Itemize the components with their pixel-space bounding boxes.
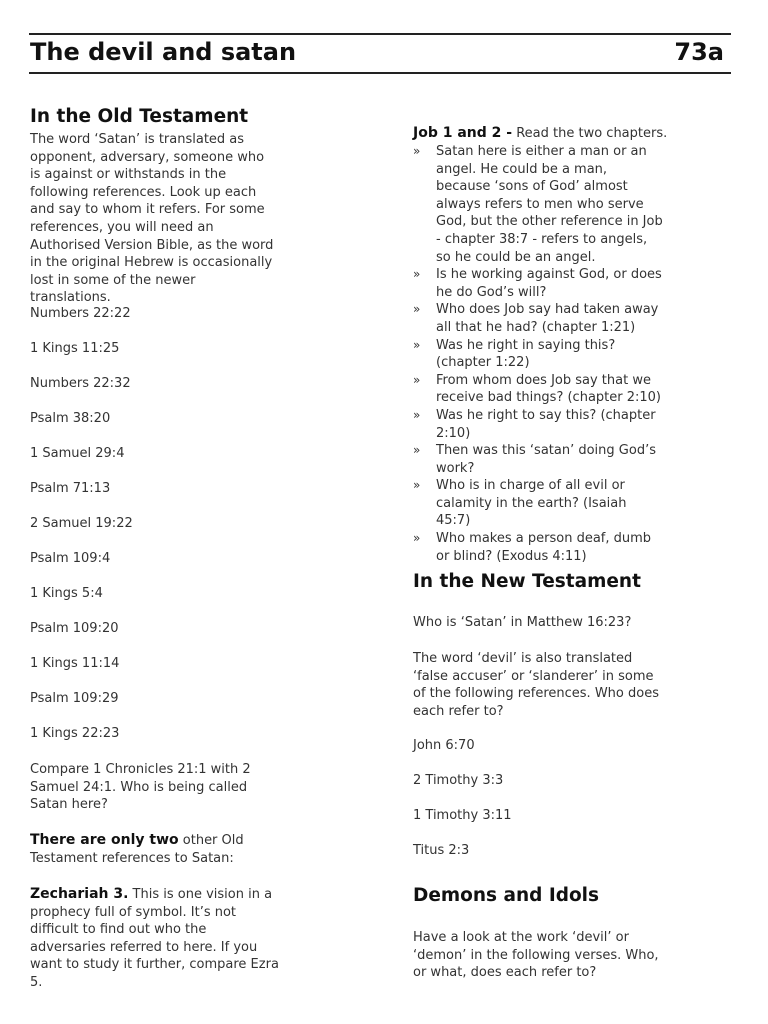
reference-item: 1 Samuel 29:4 <box>30 446 125 461</box>
list-item: » Then was this ‘satan’ doing God’s work? <box>413 443 656 476</box>
zechariah-paragraph <box>30 886 280 992</box>
only-two-text: other Old Testament references to Satan: <box>30 833 244 866</box>
bullet-mark: » <box>413 478 421 493</box>
nt-devil-paragraph: The word ‘devil’ is also translated ‘false accuser’ or ‘slanderer’ in some of the following references. Who does each refer to? <box>413 651 659 719</box>
reference-item: Psalm 109:20 <box>30 621 119 636</box>
list-item: » Who makes a person deaf, dumb or blind? (Exodus 4:11) <box>413 531 652 564</box>
only-two-paragraph <box>30 832 255 867</box>
demons-paragraph: Have a look at the work ‘devil’ or ‘demon’ in the following verses. Who, or what, does each refer to? <box>413 930 659 981</box>
bullet-mark: » <box>413 531 421 546</box>
bullet-mark: » <box>413 443 421 458</box>
list-item: » Was he right to say this? (chapter 2:10) <box>413 407 656 441</box>
bullet-mark: » <box>413 407 421 422</box>
list-item: » Who does Job say had taken away all that he had? (chapter 1:21) <box>413 302 659 335</box>
reference-item: 1 Kings 11:14 <box>30 656 120 671</box>
page-number: 73a <box>674 38 724 66</box>
list-item: » Was he right in saying this? (chapter 1:22) <box>413 337 616 371</box>
job-intro <box>413 125 673 143</box>
bullet-mark: » <box>413 372 421 387</box>
header-bottom-rule <box>29 72 731 74</box>
bullet-mark: » <box>413 267 421 282</box>
bullet-mark: » <box>413 337 421 352</box>
job-bold: Job 1 and 2 - <box>413 125 513 141</box>
reference-item: Numbers 22:32 <box>30 376 131 391</box>
nt-reference-item: Titus 2:3 <box>413 843 470 858</box>
list-item: » From whom does Job say that we receive bad things? (chapter 2:10) <box>413 372 661 406</box>
zechariah-text: This is one vision in a prophecy full of symbol. It’s not difficult to find out who the adversaries referred to here. If you want to study it further, compare Ezra 5. <box>30 887 279 990</box>
section-heading-old-testament: In the Old Testament <box>30 106 249 127</box>
job-questions-list <box>413 143 663 565</box>
reference-item: 1 Kings 22:23 <box>30 726 120 741</box>
zechariah-bold: Zechariah 3. <box>30 886 129 902</box>
reference-item: 1 Kings 11:25 <box>30 341 120 356</box>
bullet-mark: » <box>413 302 421 317</box>
reference-item: Psalm 71:13 <box>30 481 111 496</box>
list-item: » Who is in charge of all evil or calamity in the earth? (Isaiah 45:7) <box>413 478 627 529</box>
header-top-rule <box>29 33 731 35</box>
reference-item: Psalm 38:20 <box>30 411 111 426</box>
nt-reference-item: 2 Timothy 3:3 <box>413 773 504 788</box>
bullet-mark: » <box>413 144 421 158</box>
only-two-bold: There are only two <box>30 832 179 848</box>
nt-question: Who is ‘Satan’ in Matthew 16:23? <box>413 615 632 630</box>
section-heading-new-testament: In the New Testament <box>413 571 641 592</box>
reference-item: 1 Kings 5:4 <box>30 586 103 601</box>
page-title: The devil and satan <box>30 38 297 66</box>
reference-item: Numbers 22:22 <box>30 306 131 321</box>
nt-reference-item: 1 Timothy 3:11 <box>413 808 512 823</box>
intro-paragraph: The word ‘Satan’ is translated as opponent, adversary, someone who is against or withstands in the following references. Look up each and say to whom it refers. For some references, you will need an Authorised Version Bible, as the word in the original Hebrew is occasionally lost in some of the newer translations. <box>30 132 274 306</box>
list-item: » Is he working against God, or does he do God’s will? <box>413 267 662 300</box>
reference-item: 2 Samuel 19:22 <box>30 516 133 531</box>
nt-reference-item: John 6:70 <box>413 738 475 753</box>
list-item: » Satan here is either a man or an angel. He could be a man, because ‘sons of God’ almost always refers to men who serve God, but the other reference in Job - chapter 38:7 - refers to angels, so he could be an angel. <box>413 144 663 265</box>
compare-paragraph: Compare 1 Chronicles 21:1 with 2 Samuel 24:1. Who is being called Satan here? <box>30 762 251 813</box>
reference-item: Psalm 109:29 <box>30 691 119 706</box>
reference-item: Psalm 109:4 <box>30 551 111 566</box>
job-text: Read the two chapters. <box>512 126 668 141</box>
section-heading-demons-idols: Demons and Idols <box>413 885 600 906</box>
